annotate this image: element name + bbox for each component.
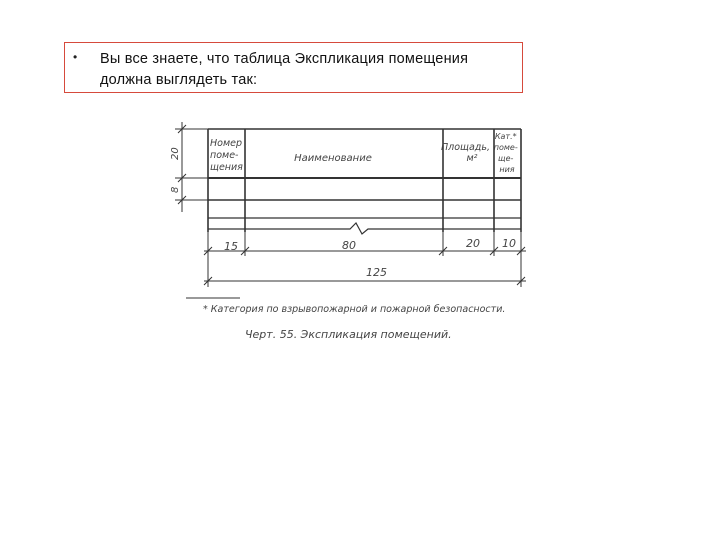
dim-col-number: 15 — [224, 240, 238, 253]
header-category — [494, 132, 521, 174]
header-name: Наименование — [294, 153, 372, 164]
slide-text: Вы все знаете, что таблица Экспликация помещения должна выглядеть так: — [100, 51, 469, 88]
header-number-l2: поме- — [210, 150, 239, 161]
header-area-l2: м² — [466, 153, 478, 164]
header-category-l1: Кат.* — [494, 132, 517, 141]
break-line — [208, 223, 521, 234]
header-area — [441, 142, 493, 164]
header-category-l4: ния — [499, 165, 515, 174]
dim-col-category: 10 — [502, 237, 516, 250]
dim-row-height: 8 — [170, 186, 181, 193]
figure-caption: Черт. 55. Экспликация помещений. — [245, 328, 452, 341]
header-area-l1: Площадь, — [440, 142, 490, 153]
header-category-l2: поме- — [493, 143, 518, 152]
dim-header-height: 20 — [170, 147, 181, 160]
header-category-l3: ще- — [498, 154, 514, 163]
header-number-l3: щения — [210, 162, 243, 173]
dim-col-name: 80 — [342, 239, 356, 252]
dim-col-area: 20 — [466, 237, 480, 250]
header-number-l1: Номер — [210, 138, 242, 149]
footnote-text: * Категория по взрывопожарной и пожарной безопасности. — [203, 304, 506, 315]
dim-total-width: 125 — [366, 266, 387, 279]
header-number — [210, 138, 245, 173]
bullet-marker: • — [73, 50, 78, 64]
